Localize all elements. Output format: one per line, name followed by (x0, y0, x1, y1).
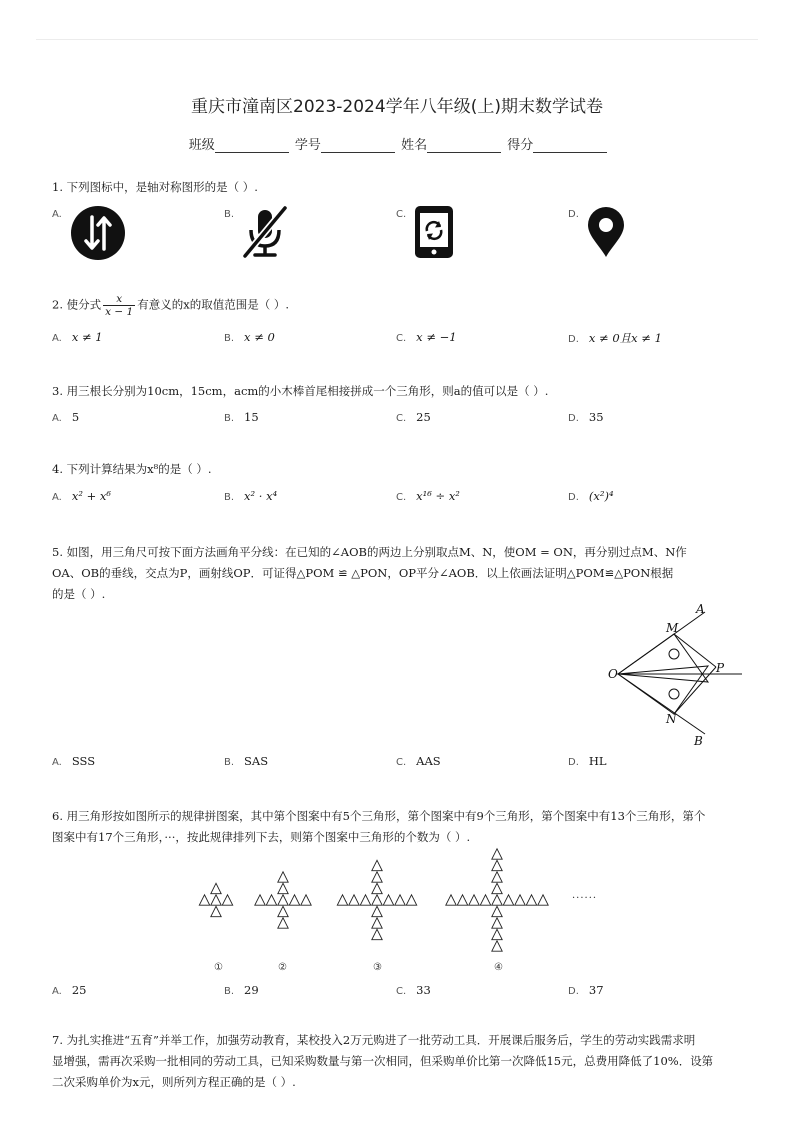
pattern-triangle (278, 883, 288, 893)
pattern-triangle (211, 883, 221, 893)
pattern-triangle-center (211, 895, 221, 905)
q5-line-2: OA、OB的垂线，交点为P，画射线OP．可证得△POM ≌ △PON，OP平分∠AOB．以上依画法证明△POM≌△PON根据 (52, 566, 674, 580)
pattern-triangle (492, 941, 502, 951)
option-letter: B. (224, 757, 235, 768)
option-text: (x²)⁴ (588, 489, 614, 503)
option-letter: A. (52, 492, 62, 503)
q2-stem (52, 293, 742, 318)
pattern-triangle (492, 883, 502, 893)
label-m: M (666, 621, 679, 635)
q3-option-d (568, 410, 604, 424)
pattern-triangle (372, 860, 382, 870)
option-letter: A. (52, 413, 62, 424)
q4-option-a (52, 489, 111, 503)
fraction-numerator: x (103, 293, 135, 306)
angle-bisector-diagram (608, 600, 748, 750)
option-letter: B. (224, 492, 235, 503)
set-square-top (618, 634, 708, 682)
pattern-triangle (199, 895, 209, 905)
q2-option-d (568, 330, 662, 346)
option-text: x² + x⁶ (71, 489, 111, 503)
q3-option-c (396, 410, 431, 424)
q1-stem: 1. 下列图标中，是轴对称图形的是（ ）. (52, 180, 258, 194)
q4-option-b (224, 489, 277, 503)
option-text: 37 (588, 983, 604, 997)
option-letter: C. (396, 333, 407, 344)
swap-arrows-icon (70, 205, 126, 261)
q6-option-d (568, 983, 604, 997)
pattern-triangle (372, 918, 382, 928)
q4-stem: 4. 下列计算结果为x⁸的是（ ）. (52, 462, 212, 476)
pattern-triangle (406, 895, 416, 905)
option-text: x ≠ 0 (244, 330, 275, 344)
pattern-triangle (211, 906, 221, 916)
option-text: x ≠ −1 (416, 330, 457, 344)
set-square-hole-bottom (669, 689, 679, 699)
q2-stem-post: 有意义的x的取值范围是（ ）. (137, 297, 290, 312)
pattern-triangle (278, 918, 288, 928)
pattern-triangle (469, 895, 479, 905)
student-info-line (0, 134, 794, 153)
option-text: x¹⁶ ÷ x² (416, 489, 460, 503)
q6-line-1: 6. 用三角形按如图所示的规律拼图案，其中第个图案中有5个三角形，第个图案中有9个三角形，第个图案中有13个三角形，第个 (52, 809, 706, 823)
pattern-triangle (492, 872, 502, 882)
q3-stem: 3. 用三根长分别为10cm，15cm，acm的小木棒首尾相接拼成一个三角形，则a的值可以是（ ）. (52, 384, 549, 398)
q7-line-2: 显增强，需再次采购一批相同的劳动工具，已知采购数量与第一次相同，但采购单价比第一次降低15元，总费用降低了10%．设第 (52, 1054, 714, 1068)
figure-label-4: ④ (494, 962, 503, 973)
option-text: SSS (71, 754, 96, 768)
triangle-pattern-figure (190, 846, 610, 976)
option-text: SAS (244, 754, 269, 768)
name-blank[interactable] (427, 139, 501, 153)
q7-stem (52, 1030, 742, 1093)
score-blank[interactable] (533, 139, 607, 153)
option-text: x ≠ 1 (71, 330, 103, 344)
q5-option-b (224, 754, 268, 768)
pattern-triangle (383, 895, 393, 905)
option-letter: D. (568, 986, 579, 997)
pattern-triangle (289, 895, 299, 905)
option-text: 29 (244, 983, 259, 997)
class-label: 班级 (188, 138, 215, 153)
pattern-triangle (492, 929, 502, 939)
perp-mp (674, 634, 716, 667)
q5-option-d (568, 754, 607, 768)
q1-option-a (52, 206, 72, 220)
label-a: A (696, 602, 705, 616)
option-letter: C. (396, 757, 407, 768)
pattern-triangle (372, 929, 382, 939)
option-text: 5 (71, 410, 80, 424)
q6-option-c (396, 983, 431, 997)
option-letter: D. (568, 334, 579, 345)
pattern-triangle (446, 895, 456, 905)
fraction-denominator: x − 1 (105, 306, 134, 318)
q7-line-3: 二次采购单价为x元，则所列方程正确的是（ ）. (52, 1075, 296, 1089)
q3-option-a (52, 410, 79, 424)
pattern-triangle (301, 895, 311, 905)
pattern-triangle (372, 872, 382, 882)
q5-line-1: 5. 如图，用三角尺可按下面方法画角平分线：在已知的∠AOB的两边上分别取点M、N，使OM = ON，再分别过点M、N作 (52, 545, 687, 559)
figure-label-2: ② (278, 962, 287, 973)
option-text: 35 (588, 410, 604, 424)
figure-label-1: ① (214, 962, 223, 973)
header-divider (36, 39, 758, 40)
option-letter: B. (224, 413, 235, 424)
option-letter: D. (568, 757, 579, 768)
label-b: B (694, 734, 703, 748)
pattern-triangle-center (492, 895, 502, 905)
score-label: 得分 (507, 138, 534, 153)
pattern-triangle (266, 895, 276, 905)
q2-option-b (224, 330, 275, 344)
q5-option-a (52, 754, 95, 768)
option-text: 25 (71, 983, 87, 997)
option-letter: C. (396, 986, 407, 997)
pattern-triangle (515, 895, 525, 905)
q7-line-1: 7. 为扎实推进“五育”并举工作，加强劳动教育，某校投入2万元购进了一批劳动工具．开展课后服务后，学生的劳动实践需求明 (52, 1033, 696, 1047)
option-text: x² · x⁴ (244, 489, 278, 503)
option-text: AAS (416, 754, 441, 768)
pattern-triangle (349, 895, 359, 905)
pattern-triangle (278, 872, 288, 882)
figure-label-3: ③ (373, 962, 382, 973)
option-letter: A. (52, 757, 62, 768)
option-letter: B. (224, 986, 235, 997)
q6-stem (52, 806, 742, 848)
pattern-triangle (222, 895, 232, 905)
q6-option-b (224, 983, 259, 997)
pattern-triangle (457, 895, 467, 905)
pattern-triangle (360, 895, 370, 905)
option-letter: D. (568, 413, 579, 424)
q4-option-d (568, 489, 614, 503)
q6-line-2: 图案中有17个三角形，···，按此规律排列下去，则第个图案中三角形的个数为（ ）. (52, 830, 471, 844)
q2-option-c (396, 330, 457, 344)
option-letter: D. (568, 209, 579, 220)
mic-off-icon (240, 204, 290, 260)
pattern-triangle (278, 906, 288, 916)
map-pin-icon (584, 204, 628, 260)
option-letter: B. (224, 333, 235, 344)
q2-stem-pre: 2. 使分式 (52, 297, 102, 312)
option-text: x ≠ 0且x ≠ 1 (588, 331, 662, 345)
set-square-bottom (618, 666, 708, 714)
pattern-triangle (492, 918, 502, 928)
q2-fraction (103, 293, 135, 318)
q5-line-3: 的是（ ）. (52, 587, 106, 601)
pattern-triangle (372, 906, 382, 916)
pattern-triangle (372, 883, 382, 893)
class-blank[interactable] (215, 139, 289, 153)
option-letter: C. (396, 413, 407, 424)
label-o: O (608, 667, 618, 681)
label-p: P (716, 661, 725, 675)
option-letter: C. (396, 492, 407, 503)
option-text: HL (588, 754, 607, 768)
set-square-hole-top (669, 649, 679, 659)
pattern-triangle-center (278, 895, 288, 905)
option-letter: A. (52, 333, 62, 344)
pattern-triangle (255, 895, 265, 905)
label-n: N (666, 712, 677, 726)
option-letter: D. (568, 492, 579, 503)
pattern-triangle (395, 895, 405, 905)
pattern-triangle (503, 895, 513, 905)
id-label: 学号 (294, 138, 321, 153)
pattern-triangle (480, 895, 490, 905)
id-blank[interactable] (321, 139, 395, 153)
phone-refresh-icon (412, 204, 456, 260)
pattern-triangle (337, 895, 347, 905)
q5-stem (52, 542, 742, 605)
q6-option-a (52, 983, 86, 997)
pattern-triangle (492, 849, 502, 859)
pattern-triangle (492, 906, 502, 916)
option-text: 15 (244, 410, 259, 424)
option-letter: C. (396, 209, 407, 220)
pattern-triangle (526, 895, 536, 905)
q2-option-a (52, 330, 103, 344)
name-label: 姓名 (401, 138, 428, 153)
pattern-ellipsis: ······ (572, 893, 598, 904)
pattern-triangle-center (372, 895, 382, 905)
q3-option-b (224, 410, 259, 424)
option-letter: A. (52, 986, 62, 997)
page-title: 重庆市潼南区2023-2024学年八年级(上)期末数学试卷 (191, 97, 603, 117)
q4-option-c (396, 489, 460, 503)
q5-option-c (396, 754, 441, 768)
option-text: 33 (416, 983, 431, 997)
option-text: 25 (416, 410, 431, 424)
option-letter: A. (52, 209, 62, 220)
pattern-triangle (538, 895, 548, 905)
option-letter: B. (224, 209, 235, 220)
pattern-triangle (492, 860, 502, 870)
